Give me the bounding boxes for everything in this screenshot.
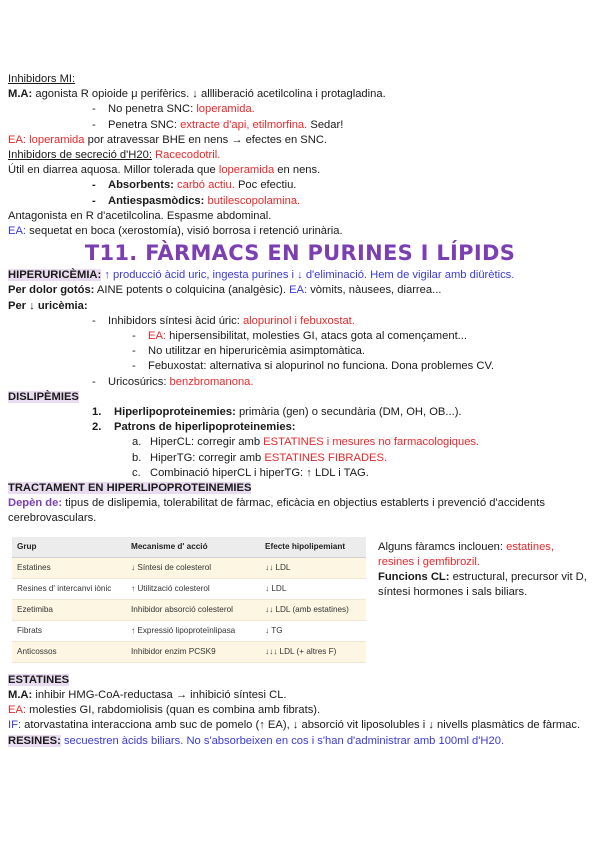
table-cell: Anticossos — [12, 641, 126, 662]
drug-name: extracte d'api, etilmorfina. — [180, 118, 308, 131]
dash-marker: - — [132, 360, 136, 373]
table-header-row — [12, 537, 366, 558]
bullet-snc — [8, 118, 592, 133]
table-cell: ↓↓ LDL — [260, 557, 366, 578]
drug-name: butilescopolamina. — [204, 194, 301, 207]
highlight-label: RESINES: — [8, 734, 61, 747]
highlight-label: HIPERURICÈMIA: — [8, 269, 102, 282]
drug-name: Racecodotril. — [151, 149, 221, 162]
heading-inhibidors-secrecio — [8, 148, 592, 163]
side-note-funcions — [378, 570, 592, 600]
util-text: Útil en diarrea aquosa. Millor tolerada que — [8, 164, 219, 177]
bullet-text: Inhibidors síntesi àcid úric: — [108, 314, 243, 327]
bullet-text: Uricosúrics: — [108, 375, 170, 388]
ea-line-2 — [8, 224, 592, 239]
bold-label: M.A: — [8, 688, 33, 701]
treatment-name: ESTATINES i mesures no farmacologiques. — [263, 436, 480, 449]
if-label: IF: — [8, 719, 22, 732]
table-cell: Resines d' intercanvi iònic — [12, 578, 126, 599]
bullet-uricosurics — [8, 375, 592, 390]
depen-label: Depèn de: — [8, 497, 63, 510]
ea-label: EA: — [289, 284, 308, 297]
item-number: 2. — [92, 421, 102, 434]
lettered-item-b — [8, 451, 592, 466]
dash-marker: - — [92, 314, 96, 327]
bold-label: Per dolor gotós: — [8, 284, 95, 297]
side-note-farmacs — [378, 540, 592, 570]
item-letter: a. — [132, 436, 142, 449]
table-cell: Estatines — [12, 557, 126, 578]
drug-name: loperamida — [218, 164, 275, 177]
dash-marker: - — [132, 345, 136, 358]
bullet-absorbents — [8, 178, 592, 193]
bullet-text: Poc efectiu. — [234, 179, 297, 192]
subbullet-no-utilitzar — [8, 344, 592, 359]
table-cell: ↓ LDL — [260, 578, 366, 599]
table-cell: Ezetimiba — [12, 599, 126, 620]
dash-marker: - — [132, 330, 136, 343]
highlight-label: TRACTAMENT EN HIPERLIPOPROTEINEMIES — [8, 482, 252, 495]
ea-text: sequetat en boca (xerostomía), visió borrosa i retenció urinària. — [26, 225, 343, 238]
table-cell: ↓ Síntesi de colesterol — [126, 557, 260, 578]
dash-marker: - — [92, 375, 96, 388]
bold-label: Patrons de hiperlipoproteinemies: — [114, 421, 296, 434]
resines-line — [8, 734, 592, 749]
table-row — [12, 578, 366, 599]
ea-label: EA: — [8, 133, 27, 146]
dash-marker: - — [92, 103, 96, 116]
if-text: atorvastatina interacciona amb suc de pomelo (↑ EA), ↓ absorció vit liposolubles i ↓ nivells plasmàtics de fàrmac. — [21, 719, 581, 732]
ma-line — [8, 87, 592, 102]
page-title: T11. FÀRMACS EN PURINES I LÍPIDS — [84, 241, 516, 266]
side-notes — [378, 540, 592, 663]
estatines-heading — [8, 673, 592, 688]
dash-marker: - — [92, 179, 96, 192]
table-cell: Inhibidor absorció colesterol — [126, 599, 260, 620]
dash-marker: - — [92, 194, 96, 207]
lipid-drugs-table — [12, 537, 366, 663]
drug-name: carbó actiu. — [173, 179, 235, 192]
table-row — [12, 641, 366, 662]
table-cell: Fibrats — [12, 620, 126, 641]
estatines-if — [8, 718, 592, 733]
item-text: HiperCL: corregir amb — [150, 436, 264, 449]
depen-de-paragraph — [8, 496, 592, 526]
subbullet-febuxostat — [8, 359, 592, 374]
item-text: primària (gen) o secundària (DM, OH, OB...). — [235, 406, 462, 419]
uricemia-line — [8, 299, 592, 314]
drug-name: loperamida — [26, 133, 85, 146]
estatines-ea — [8, 703, 592, 718]
numbered-item-1 — [8, 405, 592, 420]
lettered-item-a — [8, 435, 592, 450]
table-row — [12, 557, 366, 578]
bullet-text: Penetra SNC: — [108, 118, 181, 131]
highlight-label: ESTATINES — [8, 673, 70, 686]
ea-label: EA: — [8, 225, 27, 238]
table-cell: ↑ Expressió lipoproteïnlipasa — [126, 620, 260, 641]
table-cell: ↑ Utilització colesterol — [126, 578, 260, 599]
subbullet-text: Febuxostat: alternativa si alopurinol no funciona. Dona problemes CV. — [148, 360, 494, 373]
table-header: Efecte hipolipemiant — [260, 537, 366, 558]
lettered-item-c — [8, 466, 592, 481]
bullet-no-snc — [8, 102, 592, 117]
bold-label: Absorbents: — [108, 179, 174, 192]
resines-text: secuestren àcids biliars. No s'absorbeixen en cos i s'han d'administrar amb 100ml d'H20. — [60, 734, 505, 747]
ea-line-1 — [8, 133, 592, 148]
ma-text: agonista R opioide μ perifèrics. ↓ allliberació acetilcolina i protagladina. — [32, 88, 386, 101]
dash-marker: - — [92, 118, 96, 131]
bold-label: Funcions CL: — [378, 571, 450, 584]
ea-label: EA: — [148, 330, 167, 343]
table-and-notes — [8, 537, 592, 663]
item-text: Combinació hiperCL i hiperTG: ↑ LDL i TAG. — [150, 466, 369, 479]
tractament-heading — [8, 481, 592, 496]
bullet-inhibidors-sintesi — [8, 314, 592, 329]
subbullet-text: hipersensibilitat, molesties GI, atacs gota al començament... — [166, 330, 468, 343]
treatment-name: ESTATINES FIBRADES. — [264, 451, 388, 464]
table-header: Mecanisme d' acció — [126, 537, 260, 558]
drug-name: loperamida. — [196, 103, 255, 116]
util-line — [8, 163, 592, 178]
item-letter: b. — [132, 451, 142, 464]
dislipemies-heading — [8, 390, 592, 405]
bullet-antiespasmodics — [8, 194, 592, 209]
util-text-end: en nens. — [274, 164, 321, 177]
drug-name: alopurinol i febuxostat. — [242, 314, 355, 327]
ma-text: inhibir HMG-CoA-reductasa → inhibició síntesi CL. — [32, 688, 287, 701]
bold-label: Antiespasmòdics: — [108, 194, 205, 207]
side-text: estructural, precursor vit D, síntesi hormones i sals biliars. — [378, 571, 587, 599]
item-letter: c. — [132, 466, 141, 479]
heading-inhibidors-mi: Inhibidors MI: — [8, 73, 76, 85]
hiperuricemia-text: ↑ producció àcid uric, ingesta purines i ↓ d'eliminació. Hem de vigilar amb diürètics. — [101, 269, 515, 282]
gout-text-end: vòmits, nàusees, diarrea... — [307, 284, 442, 297]
item-number: 1. — [92, 406, 102, 419]
table-header: Grup — [12, 537, 126, 558]
ea-text: molesties GI, rabdomiolisis (quan es combina amb fibrats). — [26, 704, 321, 717]
gout-text: AINE potents o colquicina (analgèsic). — [94, 284, 290, 297]
side-text: Alguns fàramcs inclouen: — [378, 540, 507, 553]
bullet-text: No penetra SNC: — [108, 103, 197, 116]
depen-text: tipus de dislipemia, tolerabilitat de fàrmac, eficàcia en objectius establerts i prevenció d'accidents cerebrovasculars. — [8, 497, 545, 525]
highlight-label: DISLIPÈMIES — [8, 390, 79, 403]
bold-label: Per ↓ uricèmia: — [8, 299, 88, 312]
hiperuricemia-line — [8, 268, 592, 283]
dolor-gotos-line — [8, 283, 592, 298]
table-row — [12, 599, 366, 620]
underlined-heading: Inhibidors de secreció d'H20: — [8, 149, 152, 162]
subbullet-text: No utilitzar en hiperuricèmia asimptomàtica. — [148, 345, 365, 358]
subbullet-ea — [8, 329, 592, 344]
drug-list: estatines, resines i gemfibrozil. — [378, 540, 554, 568]
drug-name: benzbromanona. — [169, 375, 254, 388]
antagonista-line: Antagonista en R d'acetilcolina. Espasme abdominal. — [8, 209, 272, 222]
table-cell: ↓↓↓ LDL (+ altres F) — [260, 641, 366, 662]
document-page — [8, 72, 592, 749]
numbered-item-2 — [8, 420, 592, 435]
item-text: HiperTG: corregir amb — [150, 451, 265, 464]
table-row — [12, 620, 366, 641]
ea-label: EA: — [8, 704, 27, 717]
estatines-ma — [8, 688, 592, 703]
ma-label: M.A: — [8, 88, 33, 101]
bold-label: Hiperlipoproteinemies: — [114, 406, 236, 419]
table-cell: Inhibidor enzim PCSK9 — [126, 641, 260, 662]
ea-text: por atravessar BHE en nens → efectes en SNC. — [84, 133, 328, 146]
table-cell: ↓ TG — [260, 620, 366, 641]
table-cell: ↓↓ LDL (amb estatines) — [260, 599, 366, 620]
bullet-text-end: Sedar! — [307, 118, 344, 131]
